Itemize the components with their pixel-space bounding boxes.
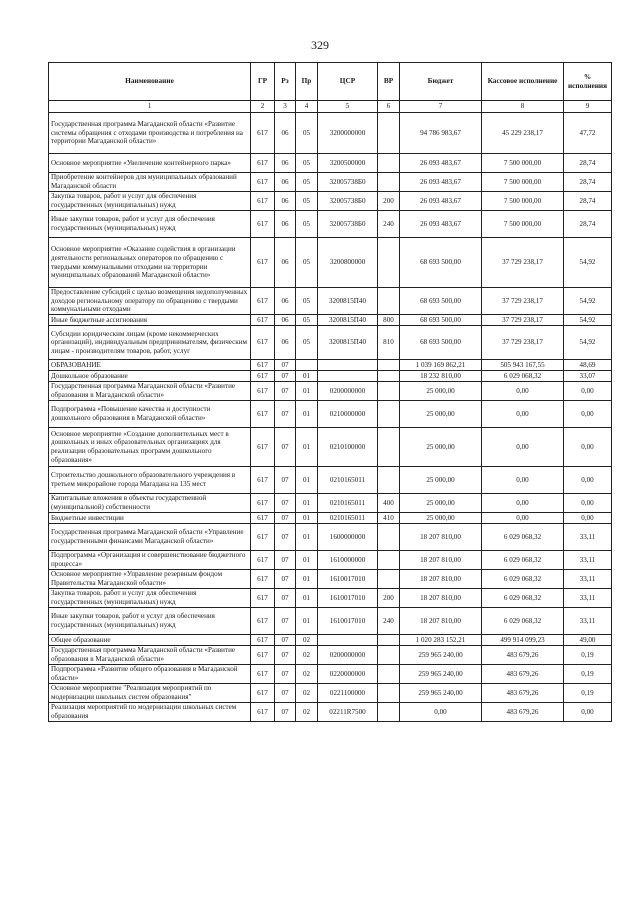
row-budget: 25 000,00 [400,513,482,524]
row-cash: 6 029 068,32 [482,371,564,382]
row-cash: 0,00 [482,494,564,513]
row-pr: 02 [296,665,318,684]
row-csr: 0210000000 [318,401,378,428]
row-name: Подпрограмма «Повышение качества и доступности дошкольного образования в Магаданской области» [49,401,251,428]
row-csr: 32005738Б0 [318,192,378,211]
row-csr [318,371,378,382]
row-name: Строительство дошкольного образовательного учреждения в третьем микрорайоне города Магадана на 135 мест [49,467,251,494]
row-gr: 617 [251,635,275,646]
row-rz: 07 [275,371,296,382]
row-pct: 0,00 [564,401,612,428]
row-vr: 400 [378,494,400,513]
row-pr: 02 [296,635,318,646]
row-cash: 483 679,26 [482,665,564,684]
row-csr: 1600000000 [318,524,378,551]
column-number: 1 [49,101,251,113]
row-cash: 0,00 [482,513,564,524]
header-name: Наименование [49,63,251,101]
row-gr: 617 [251,360,275,371]
header-csr: ЦСР [318,63,378,101]
row-pr [296,360,318,371]
column-number: 6 [378,101,400,113]
row-rz: 07 [275,467,296,494]
row-pct: 54,92 [564,288,612,315]
budget-execution-table [48,62,612,722]
row-pr: 01 [296,494,318,513]
row-gr: 617 [251,288,275,315]
row-rz: 07 [275,401,296,428]
column-number: 8 [482,101,564,113]
row-pr: 01 [296,589,318,608]
row-rz: 07 [275,589,296,608]
row-pr: 05 [296,315,318,326]
row-pct: 0,00 [564,513,612,524]
row-gr: 617 [251,154,275,173]
table-row [49,589,612,608]
table-row [49,288,612,315]
row-budget: 259 965 240,00 [400,684,482,703]
row-name: Иные бюджетные ассигнования [49,315,251,326]
row-vr [378,570,400,589]
row-vr [378,401,400,428]
header-pct: % исполнения [564,63,612,101]
row-csr: 1610017010 [318,608,378,635]
row-gr: 617 [251,646,275,665]
row-budget: 18 207 810,00 [400,524,482,551]
row-budget: 68 693 500,00 [400,315,482,326]
row-budget: 26 093 483,67 [400,154,482,173]
row-name: Дошкольное образование [49,371,251,382]
row-pr: 01 [296,551,318,570]
row-vr: 810 [378,326,400,360]
row-vr [378,371,400,382]
row-pr: 05 [296,154,318,173]
row-csr: 3200815П40 [318,326,378,360]
table-row [49,467,612,494]
row-pr: 05 [296,238,318,288]
row-rz: 06 [275,173,296,192]
row-csr: 1610000000 [318,551,378,570]
row-vr: 200 [378,589,400,608]
row-budget: 26 093 483,67 [400,211,482,238]
row-csr [318,635,378,646]
row-vr [378,173,400,192]
table-row [49,154,612,173]
table-row [49,665,612,684]
row-rz: 07 [275,494,296,513]
row-csr: 1610017010 [318,589,378,608]
row-csr: 3200815П40 [318,315,378,326]
row-pr: 05 [296,173,318,192]
row-name: Подпрограмма «Организация и совершенствование бюджетного процесса» [49,551,251,570]
row-gr: 617 [251,570,275,589]
row-pr: 02 [296,684,318,703]
row-vr [378,665,400,684]
table-row [49,608,612,635]
row-vr [378,551,400,570]
row-rz: 07 [275,635,296,646]
row-vr: 200 [378,192,400,211]
row-gr: 617 [251,513,275,524]
header-row [49,63,612,101]
row-vr [378,428,400,467]
row-pr: 01 [296,371,318,382]
row-budget: 259 965 240,00 [400,646,482,665]
row-budget: 18 207 810,00 [400,570,482,589]
row-vr [378,467,400,494]
row-pr: 01 [296,524,318,551]
row-budget: 26 093 483,67 [400,192,482,211]
row-pct: 28,74 [564,211,612,238]
row-gr: 617 [251,211,275,238]
row-csr: 0200000000 [318,382,378,401]
row-budget: 68 693 500,00 [400,326,482,360]
table-row [49,494,612,513]
row-pct: 49,00 [564,635,612,646]
row-name: Иные закупки товаров, работ и услуг для обеспечения государственных (муниципальных) нужд [49,211,251,238]
row-rz: 07 [275,551,296,570]
row-cash: 7 500 000,00 [482,154,564,173]
row-pct: 54,92 [564,238,612,288]
row-vr: 410 [378,513,400,524]
column-number: 4 [296,101,318,113]
table-row [49,684,612,703]
row-gr: 617 [251,665,275,684]
table-row [49,238,612,288]
row-pr: 05 [296,326,318,360]
row-pr: 02 [296,646,318,665]
row-name: Предоставление субсидий с целью возмещения недополученных доходов региональному оператору по обращению с твердыми коммунальными отходами [49,288,251,315]
row-vr [378,238,400,288]
row-csr [318,360,378,371]
row-cash: 37 729 238,17 [482,288,564,315]
row-pct: 54,92 [564,315,612,326]
row-pct: 28,74 [564,192,612,211]
row-rz: 06 [275,192,296,211]
row-budget: 25 000,00 [400,382,482,401]
row-pct: 33,11 [564,524,612,551]
row-rz: 06 [275,326,296,360]
row-rz: 07 [275,428,296,467]
row-name: ОБРАЗОВАНИЕ [49,360,251,371]
row-pct: 0,00 [564,703,612,722]
row-cash: 0,00 [482,467,564,494]
row-vr [378,360,400,371]
row-pr: 05 [296,192,318,211]
row-pct: 0,00 [564,494,612,513]
row-cash: 6 029 068,32 [482,589,564,608]
row-budget: 68 693 500,00 [400,288,482,315]
header-vr: ВР [378,63,400,101]
row-csr: 3200815П40 [318,288,378,315]
row-rz: 06 [275,113,296,154]
row-cash: 0,00 [482,428,564,467]
row-csr: 0221100000 [318,684,378,703]
row-cash: 505 943 167,55 [482,360,564,371]
row-budget: 68 693 500,00 [400,238,482,288]
row-pct: 0,00 [564,428,612,467]
row-rz: 07 [275,360,296,371]
row-pr: 01 [296,608,318,635]
row-name: Подпрограмма «Развитие общего образования в Магаданской области» [49,665,251,684]
row-csr: 0200000000 [318,646,378,665]
row-rz: 06 [275,211,296,238]
row-cash: 7 500 000,00 [482,192,564,211]
row-name: Бюджетные инвестиции [49,513,251,524]
row-budget: 25 000,00 [400,467,482,494]
row-cash: 499 914 099,23 [482,635,564,646]
row-vr: 240 [378,211,400,238]
row-name: Субсидии юридическим лицам (кроме некоммерческих организаций), индивидуальным предпринимателям, физическим лицам - производителям товаров, работ, услуг [49,326,251,360]
row-pr: 05 [296,288,318,315]
row-cash: 7 500 000,00 [482,173,564,192]
row-pct: 33,11 [564,551,612,570]
row-budget: 18 207 810,00 [400,608,482,635]
row-name: Реализация мероприятий по модернизации школьных систем образования [49,703,251,722]
row-gr: 617 [251,315,275,326]
row-budget: 25 000,00 [400,401,482,428]
row-name: Общее образование [49,635,251,646]
row-cash: 37 729 238,17 [482,315,564,326]
row-gr: 617 [251,524,275,551]
row-rz: 07 [275,570,296,589]
row-name: Государственная программа Магаданской области «Управление государственными финансами Магаданской области» [49,524,251,551]
row-pct: 47,72 [564,113,612,154]
row-csr: 32005738Б0 [318,173,378,192]
row-vr [378,382,400,401]
table-row [49,635,612,646]
row-pct: 33,07 [564,371,612,382]
row-vr: 800 [378,315,400,326]
row-gr: 617 [251,382,275,401]
row-pr: 01 [296,513,318,524]
row-vr [378,684,400,703]
row-budget: 18 232 810,00 [400,371,482,382]
table-row [49,326,612,360]
row-budget: 25 000,00 [400,494,482,513]
row-name: Приобретение контейнеров для муниципальных образований Магаданской области [49,173,251,192]
row-rz: 07 [275,524,296,551]
row-pr: 01 [296,467,318,494]
row-budget: 259 965 240,00 [400,665,482,684]
row-cash: 6 029 068,32 [482,570,564,589]
row-pct: 0,00 [564,382,612,401]
row-rz: 06 [275,154,296,173]
row-pct: 48,69 [564,360,612,371]
row-gr: 617 [251,371,275,382]
row-cash: 37 729 238,17 [482,238,564,288]
row-csr: 02211R7500 [318,703,378,722]
row-rz: 06 [275,288,296,315]
row-cash: 6 029 068,32 [482,551,564,570]
row-cash: 483 679,26 [482,646,564,665]
row-gr: 617 [251,173,275,192]
row-pr: 05 [296,113,318,154]
row-gr: 617 [251,684,275,703]
row-gr: 617 [251,551,275,570]
row-gr: 617 [251,428,275,467]
row-pct: 54,92 [564,326,612,360]
column-number: 3 [275,101,296,113]
row-csr: 0210165011 [318,467,378,494]
row-cash: 0,00 [482,401,564,428]
row-rz: 07 [275,703,296,722]
row-rz: 07 [275,382,296,401]
row-rz: 07 [275,608,296,635]
row-name: Основное мероприятие "Реализация мероприятий по модернизации школьных систем образования" [49,684,251,703]
row-gr: 617 [251,113,275,154]
row-pr: 02 [296,703,318,722]
row-cash: 6 029 068,32 [482,524,564,551]
table-row [49,524,612,551]
page-number: 329 [311,38,329,52]
row-gr: 617 [251,238,275,288]
row-budget: 26 093 483,67 [400,173,482,192]
row-budget: 18 207 810,00 [400,551,482,570]
row-name: Основное мероприятие «Создание дополнительных мест в дошкольных и иных образовательных организациях для реализации образовательных программ дошкольного образования» [49,428,251,467]
row-cash: 483 679,26 [482,684,564,703]
row-name: Капитальные вложения в объекты государственной (муниципальной) собственности [49,494,251,513]
row-budget: 1 020 283 152,21 [400,635,482,646]
table-row [49,428,612,467]
row-pr: 01 [296,428,318,467]
row-vr [378,646,400,665]
row-rz: 06 [275,315,296,326]
column-number: 2 [251,101,275,113]
row-cash: 6 029 068,32 [482,608,564,635]
table-row [49,315,612,326]
row-pct: 0,19 [564,646,612,665]
row-gr: 617 [251,401,275,428]
row-vr [378,154,400,173]
row-pct: 28,74 [564,154,612,173]
table-row [49,401,612,428]
row-rz: 07 [275,646,296,665]
table-row [49,173,612,192]
row-pr: 01 [296,570,318,589]
row-vr [378,524,400,551]
table-row [49,360,612,371]
table-row [49,382,612,401]
row-csr: 3200800000 [318,238,378,288]
row-gr: 617 [251,467,275,494]
row-pct: 0,00 [564,467,612,494]
row-budget: 94 786 983,67 [400,113,482,154]
row-budget: 25 000,00 [400,428,482,467]
header-gr: ГР [251,63,275,101]
row-gr: 617 [251,589,275,608]
header-rz: Рз [275,63,296,101]
row-rz: 07 [275,513,296,524]
table-row [49,192,612,211]
table-row [49,211,612,238]
table-row [49,570,612,589]
row-pct: 33,11 [564,570,612,589]
row-gr: 617 [251,608,275,635]
row-pct: 33,11 [564,608,612,635]
row-pr: 01 [296,401,318,428]
row-name: Основное мероприятие «Увеличение контейнерного парка» [49,154,251,173]
row-name: Государственная программа Магаданской области «Развитие образования в Магаданской области» [49,382,251,401]
row-pr: 05 [296,211,318,238]
row-name: Государственная программа Магаданской области «Развитие образования в Магаданской области» [49,646,251,665]
row-csr: 3200500000 [318,154,378,173]
row-vr [378,288,400,315]
row-cash: 45 229 238,17 [482,113,564,154]
row-rz: 07 [275,684,296,703]
column-number: 9 [564,101,612,113]
column-number: 5 [318,101,378,113]
row-vr [378,703,400,722]
table-row [49,646,612,665]
row-cash: 7 500 000,00 [482,211,564,238]
row-cash: 483 679,26 [482,703,564,722]
row-csr: 0220000000 [318,665,378,684]
row-name: Иные закупки товаров, работ и услуг для обеспечения государственных (муниципальных) нужд [49,608,251,635]
row-name: Основное мероприятие «Управление резервным фондом Правительства Магаданской области» [49,570,251,589]
row-csr: 0210100000 [318,428,378,467]
table-row [49,703,612,722]
table-row [49,551,612,570]
row-vr: 240 [378,608,400,635]
table-row [49,113,612,154]
row-pct: 0,19 [564,665,612,684]
row-csr: 0210165011 [318,513,378,524]
row-cash: 37 729 238,17 [482,326,564,360]
row-csr: 3200000000 [318,113,378,154]
row-rz: 07 [275,665,296,684]
column-number-row [49,101,612,113]
row-gr: 617 [251,494,275,513]
row-vr [378,635,400,646]
header-cash: Кассовое исполнение [482,63,564,101]
row-pct: 0,19 [564,684,612,703]
row-gr: 617 [251,326,275,360]
row-budget: 0,00 [400,703,482,722]
row-vr [378,113,400,154]
row-name: Закупка товаров, работ и услуг для обеспечения государственных (муниципальных) нужд [49,589,251,608]
header-pr: Пр [296,63,318,101]
row-gr: 617 [251,192,275,211]
table-row [49,371,612,382]
row-pr: 01 [296,382,318,401]
row-name: Основное мероприятие «Оказание содействия в организации деятельности региональных операторов по обращению с твердыми коммунальными отходами на территории муниципальных образований Магаданской области» [49,238,251,288]
table-row [49,513,612,524]
row-name: Государственная программа Магаданской области «Развитие системы обращения с отходами производства и потребления на территории Магаданской области» [49,113,251,154]
row-pct: 28,74 [564,173,612,192]
row-budget: 18 207 810,00 [400,589,482,608]
row-csr: 1610017010 [318,570,378,589]
column-number: 7 [400,101,482,113]
row-rz: 06 [275,238,296,288]
row-gr: 617 [251,703,275,722]
header-budget: Бюджет [400,63,482,101]
row-csr: 32005738Б0 [318,211,378,238]
row-cash: 0,00 [482,382,564,401]
row-pct: 33,11 [564,589,612,608]
row-name: Закупка товаров, работ и услуг для обеспечения государственных (муниципальных) нужд [49,192,251,211]
row-csr: 0210165011 [318,494,378,513]
row-budget: 1 039 169 862,21 [400,360,482,371]
